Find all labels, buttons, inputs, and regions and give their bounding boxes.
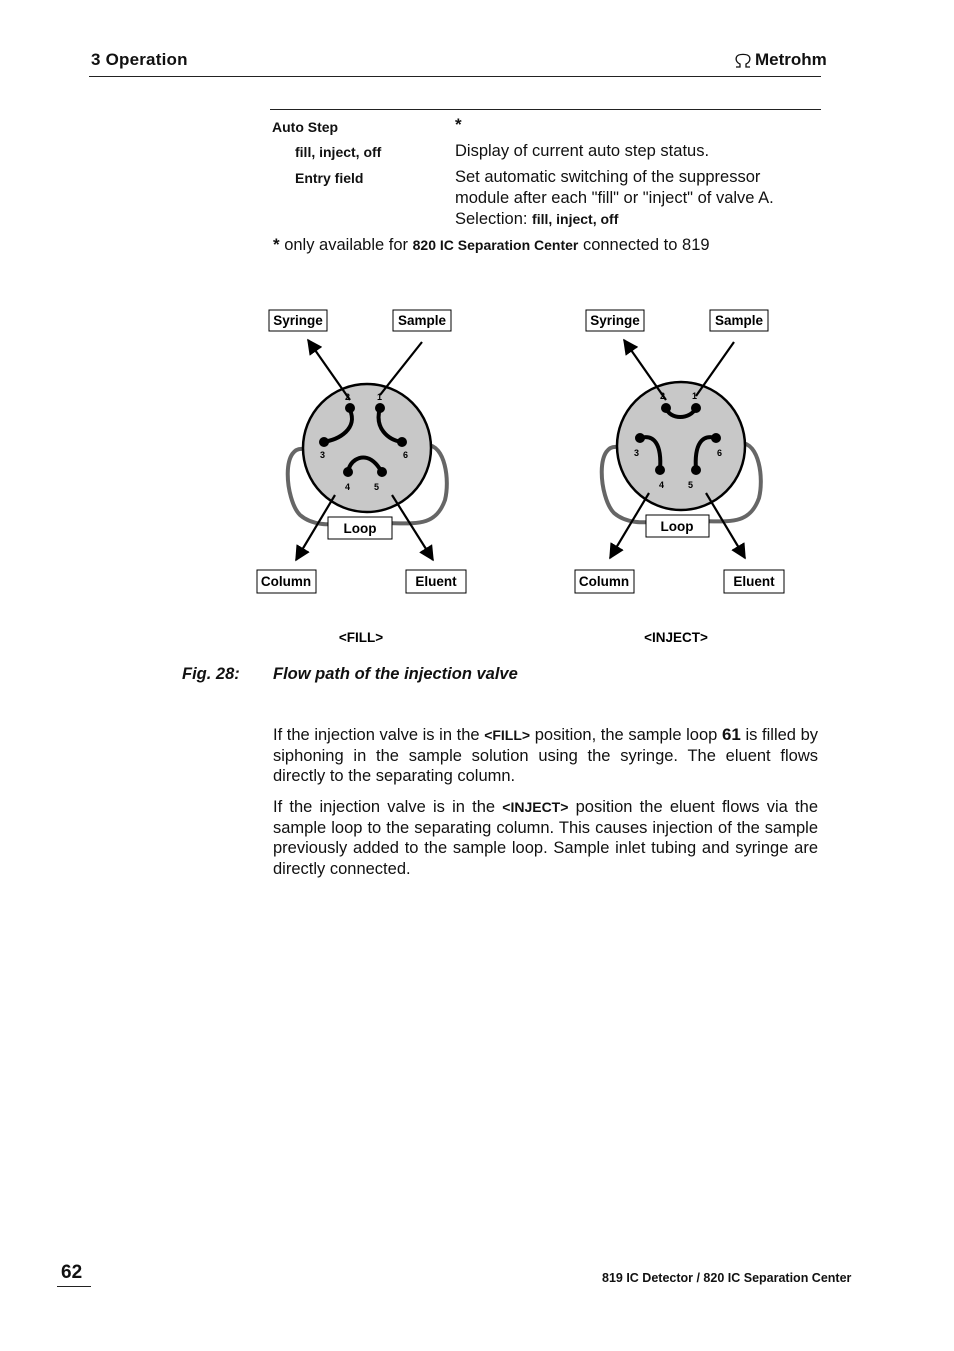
inject-port-dot-4 (655, 465, 665, 475)
inject-eluent-line (706, 493, 745, 558)
figure-number: Fig. 28: (182, 665, 240, 683)
param-label-entry: Entry field (295, 170, 364, 186)
fill-eluent-line (392, 495, 433, 560)
omega-icon (733, 52, 753, 68)
figure-title: Flow path of the injection valve (273, 665, 518, 683)
footer-doc-title: 819 IC Detector / 820 IC Separation Center (602, 1271, 852, 1285)
note-star: * (273, 235, 280, 254)
fill-label-syringe: Syringe (273, 313, 323, 328)
fill-label-sample: Sample (397, 313, 447, 328)
inject-port-3: 3 (634, 448, 640, 458)
inject-port-dot-6 (711, 433, 721, 443)
inject-port-dot-1 (691, 403, 701, 413)
p1-text-2: position, the sample loop (530, 726, 722, 744)
injection-valve-diagram (240, 290, 800, 660)
header-rule (89, 76, 821, 77)
footer-rule (57, 1286, 91, 1287)
note-pre: only available for (279, 236, 413, 254)
body-paragraph-inject (273, 797, 818, 879)
logo-text: Metrohm (755, 50, 827, 69)
param-label-fill: fill, inject, off (295, 144, 382, 160)
fill-port-5: 5 (374, 482, 380, 492)
page-number: 62 (61, 1262, 83, 1283)
fill-label-eluent: Eluent (415, 574, 457, 589)
fill-syringe-line (308, 340, 350, 400)
fill-caption: <FILL> (338, 630, 384, 645)
body-paragraph-fill (273, 725, 818, 787)
p1-text-1: If the injection valve is in the (273, 726, 485, 744)
p1-loop-number: 61 (721, 725, 741, 744)
fill-port-dot-4 (343, 467, 353, 477)
inject-valve (575, 310, 784, 645)
brand-logo (733, 50, 827, 70)
fill-label-column: Column (260, 574, 312, 589)
fill-valve (257, 310, 466, 645)
entry-desc-line-3 (455, 209, 774, 230)
fill-valve-body (303, 384, 431, 512)
fill-port-1: 1 (377, 392, 383, 402)
note-post: connected to 819 (578, 236, 710, 254)
p2-code-inject: <INJECT> (502, 799, 569, 815)
inject-label-column: Column (578, 574, 630, 589)
selection-value: fill, inject, off (532, 211, 619, 227)
param-desc-fill: Display of current auto step status. (455, 142, 710, 160)
p1-text-3: is filled by siphoning in the sample solution using the syringe. The eluent flows directly to the separating column. (273, 726, 819, 785)
entry-desc-line-1: Set automatic switching of the suppressor (455, 168, 761, 186)
inject-caption: <INJECT> (644, 630, 708, 645)
inject-valve-body (617, 382, 745, 510)
note-device: 820 IC Separation Center (412, 237, 579, 253)
p2-text-2: position the eluent flows via the sample loop to the separating column. This causes injection of the sample previously added to the sample loop. Sample inlet tubing and syringe are directly connected. (273, 798, 818, 878)
inject-port-2: 2 (660, 391, 666, 401)
fill-port-dot-3 (319, 437, 329, 447)
param-desc-entry (455, 167, 774, 230)
p2-text-1: If the injection valve is in the (273, 798, 503, 816)
inject-port-dot-2 (661, 403, 671, 413)
inject-port-5: 5 (688, 480, 694, 490)
table-rule (270, 109, 821, 110)
fill-port-dot-6 (397, 437, 407, 447)
selection-prefix: Selection: (455, 210, 533, 228)
inject-sample-line (696, 342, 734, 396)
inject-port-6: 6 (717, 448, 723, 458)
param-marker: * (455, 115, 462, 134)
fill-label-loop: Loop (343, 521, 377, 536)
fill-port-dot-5 (377, 467, 387, 477)
fill-port-4: 4 (345, 482, 351, 492)
inject-port-4: 4 (659, 480, 665, 490)
inject-column-line (610, 493, 649, 558)
inject-port-dot-3 (635, 433, 645, 443)
availability-note (273, 235, 710, 255)
fill-port-dot-2 (345, 403, 355, 413)
entry-desc-line-2: module after each "fill" or "inject" of valve A. (455, 189, 774, 207)
fill-port-6: 6 (403, 450, 409, 460)
inject-port-dot-5 (691, 465, 701, 475)
fill-port-2: 2 (345, 392, 351, 402)
inject-label-syringe: Syringe (590, 313, 640, 328)
fill-port-dot-1 (375, 403, 385, 413)
inject-label-eluent: Eluent (733, 574, 775, 589)
fill-sample-line (380, 342, 422, 395)
fill-port-3: 3 (320, 450, 326, 460)
inject-label-loop: Loop (660, 519, 694, 534)
inject-label-sample: Sample (714, 313, 764, 328)
p1-code-fill: <FILL> (484, 727, 531, 743)
inject-port-1: 1 (692, 391, 698, 401)
section-title: 3 Operation (91, 50, 188, 69)
param-name-auto-step: Auto Step (272, 119, 339, 135)
